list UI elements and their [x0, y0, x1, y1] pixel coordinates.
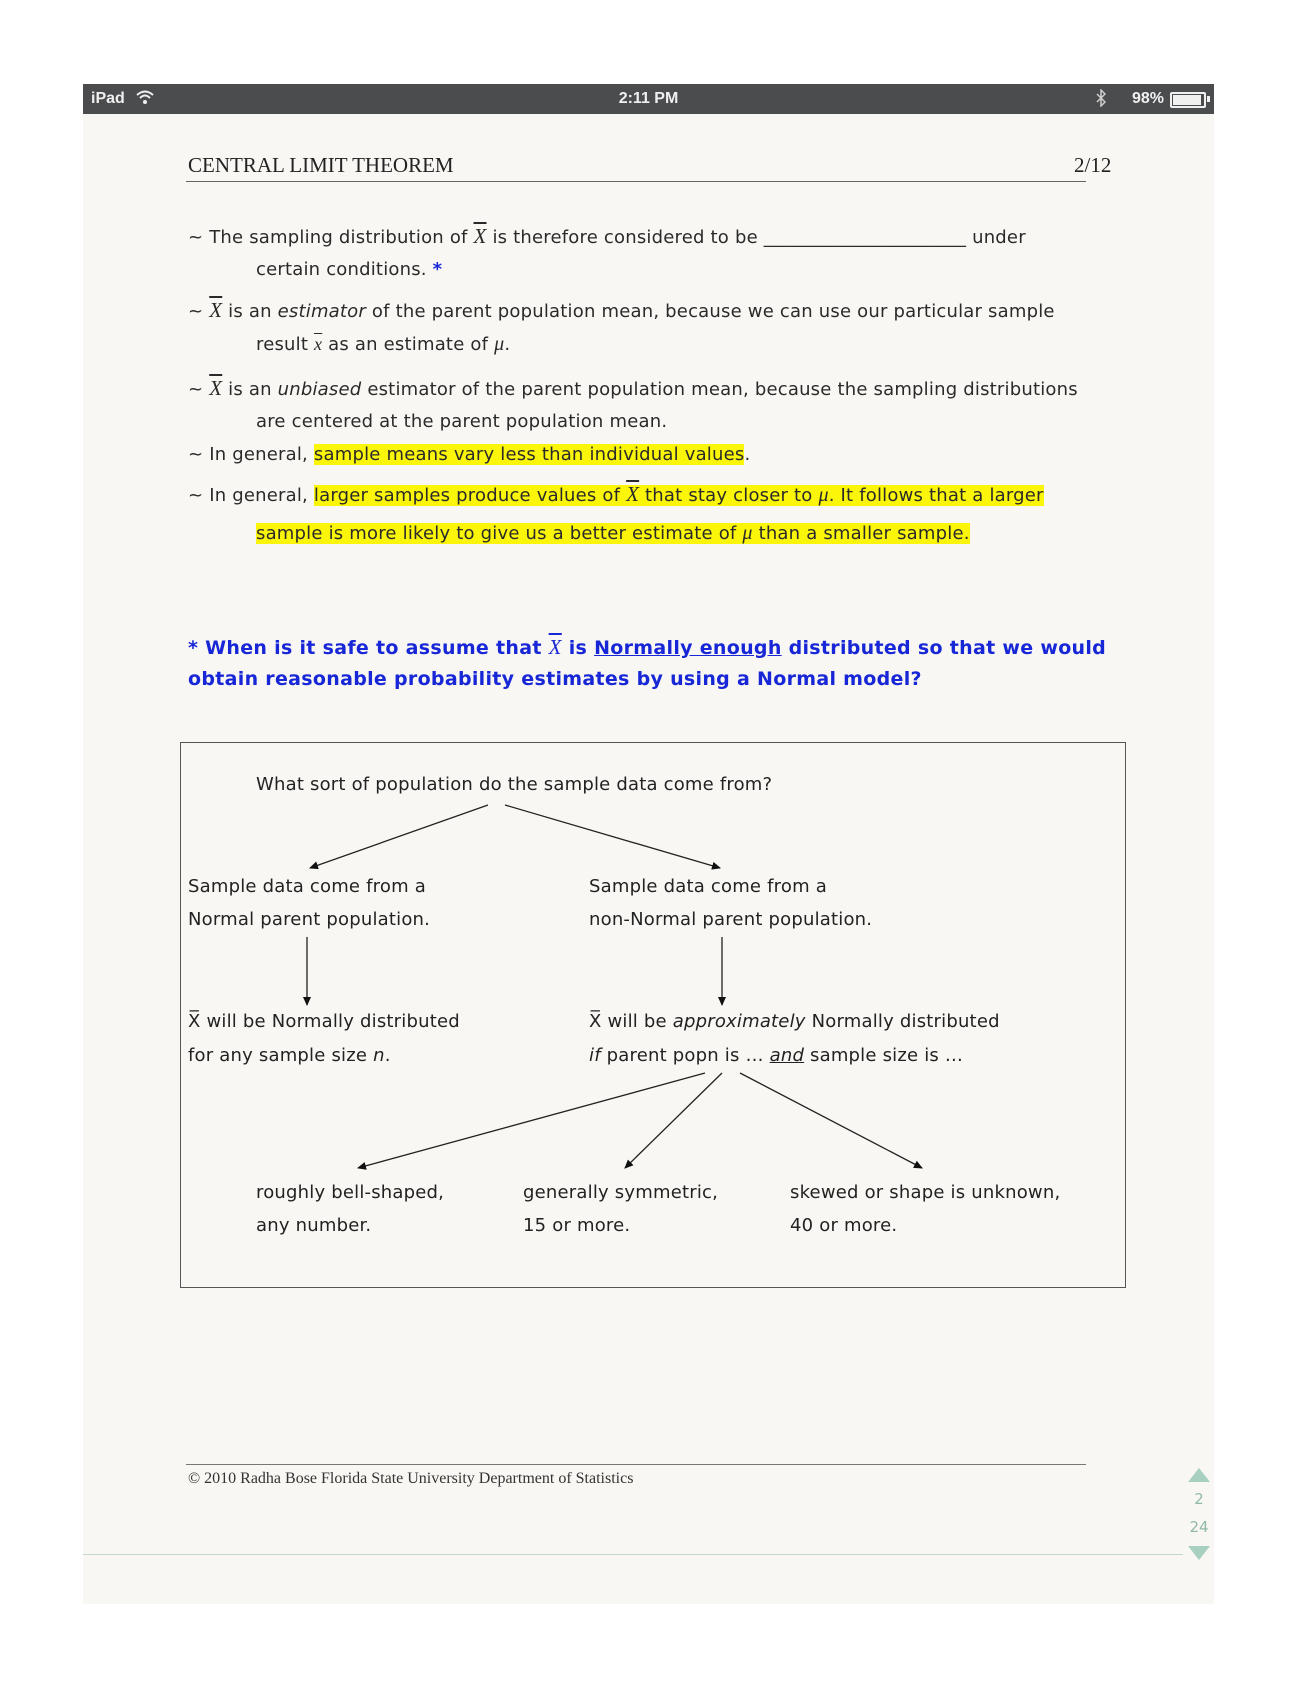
question-text-a: * When is it safe to assume that	[188, 637, 542, 659]
page-down-icon[interactable]	[1188, 1546, 1210, 1560]
bullet-3-text-a: is an	[228, 379, 272, 400]
leaf-1-line-2: any number.	[256, 1215, 372, 1236]
flow-right-emphasis: approximately	[672, 1011, 806, 1032]
flow-right-result-text-d: sample size is …	[810, 1045, 964, 1066]
bullet-5-hl-text-1: larger samples produce values of	[313, 485, 621, 506]
bullet-2-text-c: result	[256, 334, 309, 355]
bullet-2-period: .	[504, 334, 511, 355]
bullet-5-hl-text-5: than a smaller sample.	[758, 523, 970, 544]
bullet-2-emphasis: estimator	[277, 301, 366, 322]
total-pages: 24	[1189, 1518, 1209, 1536]
current-page: 2	[1194, 1490, 1204, 1508]
leaf-3-line-2: 40 or more.	[790, 1215, 898, 1236]
question-underlined: Normally enough	[594, 637, 782, 659]
arrow-to-leaf-3	[740, 1073, 922, 1168]
flow-right-line-2: non-Normal parent population.	[589, 909, 873, 930]
flow-right-result-text-a: will be	[607, 1011, 667, 1032]
bullet-4-highlight: sample means vary less than individual values	[313, 444, 745, 465]
flow-left-line-1: Sample data come from a	[188, 876, 426, 897]
bullet-2-tilde: ~	[188, 301, 204, 322]
xbar-symbol: $\overline{X}$	[473, 224, 487, 248]
bullet-3-text-b: estimator of the parent population mean, because the sampling distributions	[367, 379, 1078, 400]
flow-right-result-1	[589, 1011, 1000, 1032]
xbar-symbol: $\overline{X}$	[209, 376, 223, 400]
page-up-icon[interactable]	[1188, 1468, 1210, 1482]
device-name: iPad	[91, 90, 125, 107]
flow-right-line-1: Sample data come from a	[589, 876, 827, 897]
xbar-lower-symbol: $\overline{x}$	[314, 334, 323, 354]
bullet-5-hl-text-2: that stay closer to	[645, 485, 813, 506]
xbar-symbol: $\overline{X}$	[548, 635, 562, 659]
flow-n-symbol: n	[373, 1045, 385, 1066]
flow-left-result-2	[188, 1045, 391, 1066]
mu-symbol: μ	[818, 484, 829, 506]
bullet-4-text-a: ~ In general,	[188, 444, 308, 465]
flow-right-result-text-c: parent popn is …	[606, 1045, 764, 1066]
bullet-5-hl-text-3: . It follows that a larger	[828, 485, 1044, 506]
xbar-symbol: X̅	[188, 1011, 201, 1032]
bullet-2-text-a: is an	[228, 301, 272, 322]
bullet-5-text-a: ~ In general,	[188, 485, 308, 506]
bullet-2-text-d: as an estimate of	[328, 334, 489, 355]
arrow-root-to-right	[505, 805, 720, 868]
bullet-1-text-a: ~ The sampling distribution of	[188, 227, 468, 248]
page-title: CENTRAL LIMIT THEOREM	[188, 153, 454, 177]
arrow-to-leaf-1	[358, 1073, 705, 1168]
question-text-c: distributed so that we would	[788, 637, 1107, 659]
flow-left-result-text-2: for any sample size	[188, 1045, 368, 1066]
battery-percent: 98%	[1131, 90, 1164, 107]
flow-left-line-2: Normal parent population.	[188, 909, 431, 930]
xbar-symbol: X̅	[589, 1011, 602, 1032]
bullet-4-period: .	[744, 444, 751, 465]
leaf-2-line-1: generally symmetric,	[523, 1182, 719, 1203]
page-number: 2/12	[1074, 153, 1112, 177]
bullet-3-line-2: are centered at the parent population mean.	[256, 411, 668, 432]
flow-if: if	[589, 1045, 601, 1066]
xbar-symbol: $\overline{X}$	[209, 298, 223, 322]
page-bottom-rule	[83, 1554, 1183, 1555]
bullet-1-text-b: is therefore considered to be ______________________ under	[492, 227, 1026, 248]
copyright: © 2010 Radha Bose Florida State University Department of Statistics	[188, 1470, 634, 1487]
bullet-3-tilde: ~	[188, 379, 204, 400]
bullet-2-text-b: of the parent population mean, because we can use our particular sample	[371, 301, 1055, 322]
xbar-symbol: $\overline{X}$	[626, 482, 640, 506]
footnote-star: *	[432, 259, 443, 280]
bullet-3-emphasis: unbiased	[277, 379, 362, 400]
arrow-root-to-left	[310, 805, 488, 868]
mu-symbol: μ	[494, 333, 505, 355]
bullet-5-hl-text-4: sample is more likely to give us a better estimate of	[256, 523, 737, 544]
flow-left-result-text: will be Normally distributed	[206, 1011, 460, 1032]
arrow-to-leaf-2	[625, 1073, 722, 1168]
flow-root-question: What sort of population do the sample data come from?	[256, 774, 773, 795]
clock: 2:11 PM	[618, 90, 679, 107]
question-line-2: obtain reasonable probability estimates by using a Normal model?	[188, 668, 922, 690]
mu-symbol: μ	[742, 522, 753, 544]
leaf-1-line-1: roughly bell-shaped,	[256, 1182, 445, 1203]
flow-right-result-text-b: Normally distributed	[811, 1011, 1000, 1032]
flow-right-result-2	[589, 1045, 963, 1066]
question-text-b: is	[568, 637, 588, 659]
leaf-2-line-2: 15 or more.	[523, 1215, 631, 1236]
leaf-3-line-1: skewed or shape is unknown,	[790, 1182, 1061, 1203]
footer-rule	[186, 1464, 1086, 1465]
flow-left-period: .	[384, 1045, 391, 1066]
flow-left-result-1	[188, 1011, 460, 1032]
flow-and: and	[769, 1045, 805, 1066]
bullet-1-text-c: certain conditions.	[256, 259, 427, 280]
